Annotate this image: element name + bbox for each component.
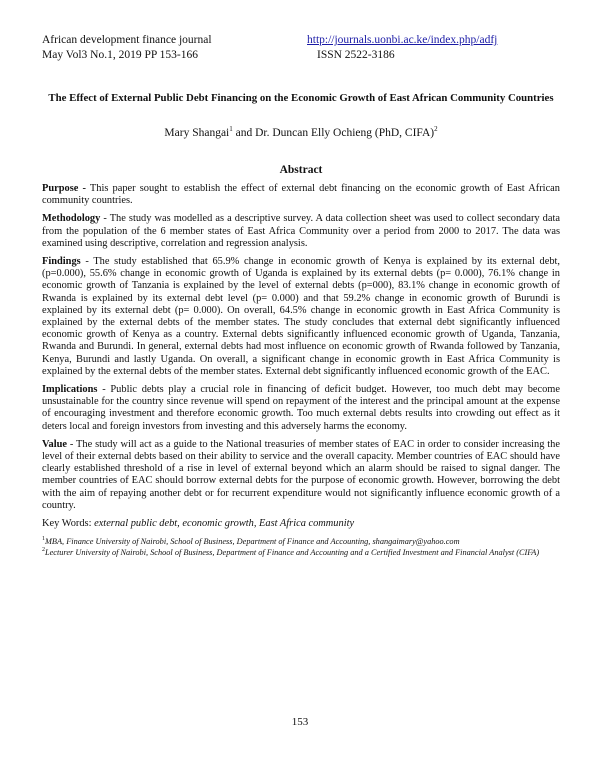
journal-url-link[interactable]: http://journals.uonbi.ac.ke/index.php/adfj [307,34,498,46]
page-number: 153 [291,716,309,728]
author-line [42,126,560,140]
methodology-paragraph [42,213,560,250]
author-1-mark: 1 [229,125,233,134]
methodology-text: - The study was modelled as a descriptive survey. A data collection sheet was used to collect secondary data from the population of the 6 member states of East Africa Community over a period from 2000 to 2017. The data was examined using descriptive, correlation and regression analysis. [42,213,560,249]
journal-header-right [307,33,497,63]
footnote-1-text: MBA, Finance University of Nairobi, School of Business, Department of Finance and Accounting, shangaimary@yahoo.com [45,537,460,547]
purpose-label: Purpose - [42,183,86,194]
footnote-1 [42,536,560,547]
value-paragraph [42,439,560,512]
methodology-label: Methodology [42,213,101,225]
purpose-text: This paper sought to establish the effect of external debt financing on the economic growth of East African community countries. [42,183,560,207]
implications-text: - Public debts play a crucial role in financing of deficit budget. However, too much debt may become unsustainable for the country since revenue will spend on repayment of the interest and the principal amount at the expense of encouraging investment and therefore economic growth. Too much external debts results into crowding out effect as it deters local and foreign investors from investing and this adversely harms the economy. [42,384,560,432]
author-joiner: and [232,127,256,139]
implications-label: Implications [42,384,98,396]
footnotes [42,536,560,558]
issn: ISSN 2522-3186 [317,49,395,61]
value-text: - The study will act as a guide to the National treasuries of member states of EAC in order to consider increasing the level of their external debts based on their ability to service and the overall capacity. Member countries of EAC should have clearly established threshold of a rise in level of external beyond which an alarm should be raised to signal danger. The member countries of EAC should borrow external debts for the purpose of economic growth. However, borrowing the debt with the aim of repaying another debt or for recurrent expenditure would not significantly influence economic growth of a country. [42,438,560,511]
footnote-2-mark: 2 [42,547,45,554]
volume-info: May Vol3 No.1, 2019 PP 153-166 [42,49,199,61]
keywords-values: external public debt, economic growth, East Africa community [94,518,355,530]
keywords-label: Key Words: [42,518,95,530]
footnote-1-mark: 1 [42,536,45,543]
abstract-body [42,183,560,558]
footnote-2 [42,547,560,558]
keywords-line [42,518,560,530]
paper-title: The Effect of External Public Debt Financing on the Economic Growth of East African Community Countries [48,92,554,104]
abstract-heading: Abstract [279,164,323,176]
author-1-name: Mary Shangai [164,127,230,139]
findings-label: Findings [42,256,81,268]
findings-paragraph [42,256,560,378]
author-2-mark: 2 [434,125,438,134]
findings-text: - The study established that 65.9% change in economic growth of Kenya is explained by its external debt, (p=0.000), 55.6% change in economic growth of Uganda is explained by its external debts (p= 0.000), 76.1% change in economic growth of Tanzania is explained by the level of external debts (p=000), 83.1% change in economic growth of Rwanda is explained by its external debt level (p= 0.000) and that 59.2% change in economic growth of Burundi is explained by its external debt (p= 0.000). On overall, 64.5% change in economic growth in East Africa Community is explained by the external debts of the member states. The study concludes that external debt significantly influenced economic growth of Kenya as a country. External debts significantly influenced economic growth of Uganda, Tanzania, Rwanda and Burundi. In general, external debts had most influence on economic growth of Rwanda followed by Tanzania, Kenya, Burundi and lastly Uganda. On overall, a significant change in economic growth in East Africa Community is explained by the external debts of the member states. External debt significantly influenced economic growth of the EAC. [42,256,560,377]
purpose-paragraph [42,183,560,207]
journal-header-left [42,33,212,63]
footnote-2-text: Lecturer University of Nairobi, School of Business, Department of Finance and Accounting and a Certified Investment and Financial Analyst (CIFA) [45,548,540,558]
author-2-name: Dr. Duncan Elly Ochieng (PhD, CIFA) [255,127,435,139]
value-label: Value [42,438,68,450]
journal-name: African development finance journal [42,34,212,46]
implications-paragraph [42,384,560,433]
